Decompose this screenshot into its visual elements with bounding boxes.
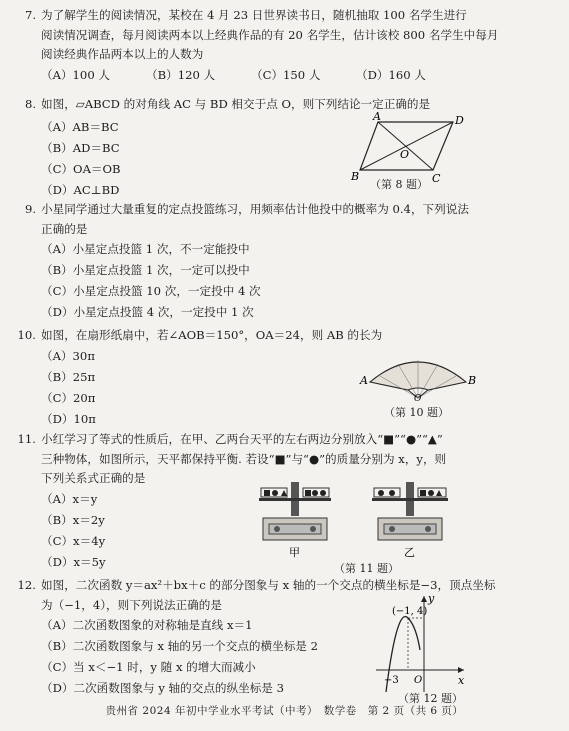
question-stem-line: 小红学习了等式的性质后，在甲、乙两台天平的左右两边分别放入“■”“●”“▲” xyxy=(41,432,443,446)
question-stem-line: 如图，在扇形纸扇中，若∠AOB＝150°，OA＝24，则 AB 的长为 xyxy=(41,328,383,342)
label-b: B xyxy=(351,170,360,183)
label-a: A xyxy=(360,374,368,387)
option-a: （A）二次函数图象的对称轴是直线 x＝1 xyxy=(41,618,253,632)
label-b: B xyxy=(468,374,477,387)
label-minus-3: −3 xyxy=(384,675,399,686)
axis-label-y: y xyxy=(428,592,435,605)
question-stem-line: 小星同学通过大量重复的定点投篮练习，用频率估计他投中的概率为 0.4，下列说法 xyxy=(41,202,469,216)
option-d: （D）AC⊥BD xyxy=(41,182,120,197)
balance-scale-jia xyxy=(255,476,335,562)
question-number: 8. xyxy=(24,97,36,111)
question-number: 9. xyxy=(24,202,36,216)
option-a: （A）100 人 xyxy=(41,67,110,82)
option-b: （B）120 人 xyxy=(146,67,216,82)
label-d: D xyxy=(455,114,464,127)
figure-caption: （第 12 题） xyxy=(398,692,463,705)
question-7 xyxy=(14,6,562,86)
question-stem-line: 正确的是 xyxy=(41,221,88,236)
figure-caption: （第 11 题） xyxy=(334,562,399,575)
option-c: （C）小星定点投篮 10 次，一定投中 4 次 xyxy=(41,284,261,298)
option-d: （D）小星定点投篮 4 次，一定投中 1 次 xyxy=(41,305,254,319)
label-origin: O xyxy=(414,675,423,686)
page-footer: 贵州省 2024 年初中学业水平考试（中考） 数学卷 第 2 页（共 6 页） xyxy=(105,705,464,717)
label-c: C xyxy=(432,172,441,185)
question-stem-line: 为了解学生的阅读情况，某校在 4 月 23 日世界读书日，随机抽取 100 名学生进行 xyxy=(41,8,467,22)
figure-caption: （第 8 题） xyxy=(370,178,428,191)
question-stem-line: 如图，二次函数 y＝ax²＋bx＋c 的部分图象与 x 轴的一个交点的横坐标是−3，顶点坐标 xyxy=(41,578,496,592)
question-stem-line: 下列关系式正确的是 xyxy=(41,471,146,485)
option-c: （C）OA＝OB xyxy=(41,161,121,176)
question-number: 10. xyxy=(17,328,36,342)
option-a: （A）x＝y xyxy=(41,491,98,506)
question-stem-line: 阅读经典作品两本以上的人数为 xyxy=(41,47,204,61)
axis-label-x: x xyxy=(458,674,465,687)
option-d: （D）x＝5y xyxy=(41,554,106,569)
balance-scale-yi xyxy=(368,476,452,562)
option-a: （A）小星定点投篮 1 次，不一定能投中 xyxy=(41,242,250,256)
label-jia: 甲 xyxy=(289,546,300,559)
option-a: （A）AB＝BC xyxy=(41,119,119,134)
option-c: （C）150 人 xyxy=(251,67,321,82)
question-number: 7. xyxy=(24,8,36,22)
question-12 xyxy=(14,576,562,699)
label-o: O xyxy=(400,148,410,161)
question-10 xyxy=(14,326,562,430)
label-o: O xyxy=(414,394,422,402)
option-a: （A）30π xyxy=(41,348,95,363)
question-stem-line: 如图，▱ABCD 的对角线 AC 与 BD 相交于点 O，则下列结论一定正确的是 xyxy=(41,97,431,111)
vertex-label: (−1, 4) xyxy=(392,606,428,617)
option-c: （C）x＝4y xyxy=(41,533,106,548)
option-d: （D）二次函数图象与 y 轴的交点的纵坐标是 3 xyxy=(41,681,284,695)
question-number: 12. xyxy=(17,578,36,592)
options-row xyxy=(14,65,562,86)
option-d: （D）160 人 xyxy=(356,67,426,82)
question-stem-line: 阅读情况调查，每月阅读两本以上经典作品的有 20 名学生，估计该校 800 名学生中每月 xyxy=(41,27,499,42)
fan-figure xyxy=(358,350,478,402)
option-b: （B）小星定点投篮 1 次，一定可以投中 xyxy=(41,263,250,277)
option-b: （B）25π xyxy=(41,369,96,384)
label-yi: 乙 xyxy=(404,546,415,559)
option-b: （B）二次函数图象与 x 轴的另一个交点的横坐标是 2 xyxy=(41,639,318,653)
parabola-figure xyxy=(372,592,468,696)
question-8 xyxy=(14,95,562,201)
option-b: （B）x＝2y xyxy=(41,512,105,527)
option-c: （C）20π xyxy=(41,390,96,405)
question-9 xyxy=(14,200,562,323)
question-stem-line: 为（−1，4），则下列说法正确的是 xyxy=(41,597,222,612)
figure-caption: （第 10 题） xyxy=(384,406,449,419)
question-stem-line: 三种物体，如图所示，天平都保持平衡. 若设“■”与“●”的质量分别为 x，y，则 xyxy=(41,451,447,466)
option-b: （B）AD＝BC xyxy=(41,140,120,155)
option-d: （D）10π xyxy=(41,411,96,426)
option-c: （C）当 x＜−1 时，y 随 x 的增大而减小 xyxy=(41,660,256,674)
label-a: A xyxy=(373,112,381,123)
question-number: 11. xyxy=(17,432,36,446)
